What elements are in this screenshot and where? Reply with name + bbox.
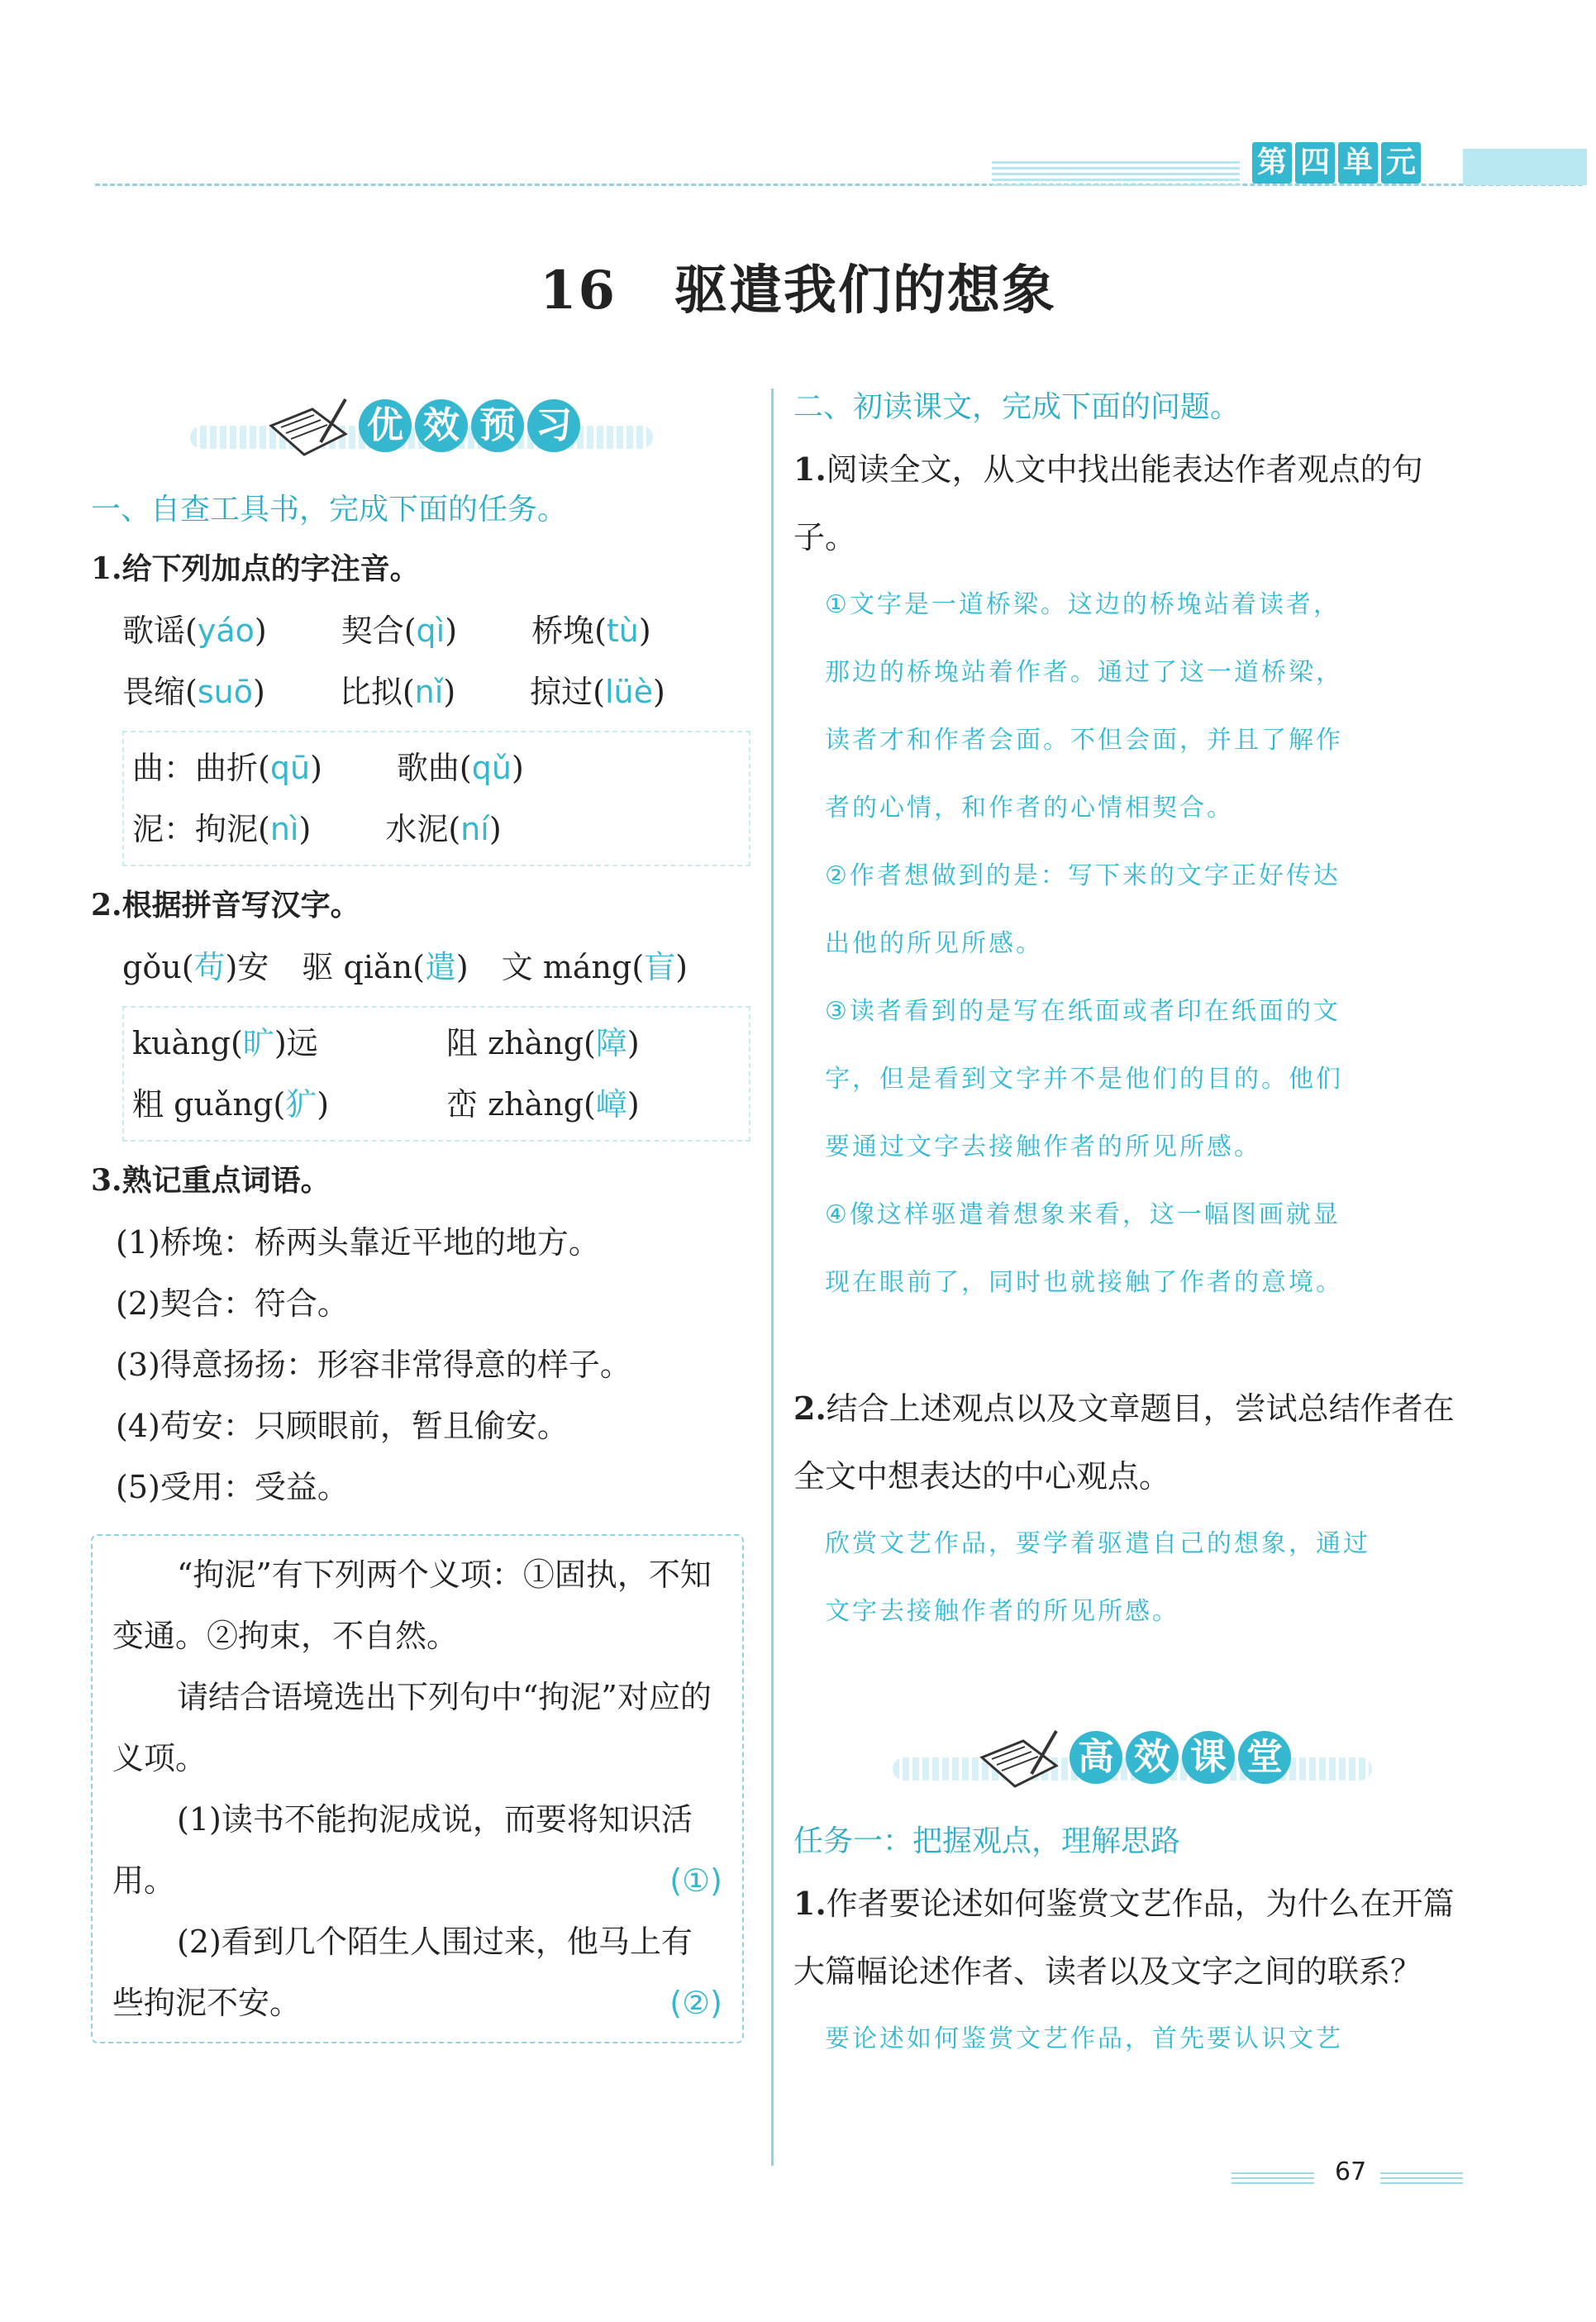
answer: 障 [595, 1025, 627, 1061]
answer-line: 文字去接触作者的所见所感。 [825, 1597, 1179, 1626]
answer-line: ③读者看到的是写在纸面或者印在纸面的文 [825, 997, 1341, 1026]
meaning-exercise-box [91, 1534, 744, 2043]
banner-char: 习 [527, 399, 580, 452]
word: 水泥 [385, 811, 449, 847]
exercise-sentence [112, 1789, 722, 1911]
answer: nǐ [414, 674, 444, 710]
answer-line: 要通过文字去接触作者的所见所感。 [825, 1132, 1261, 1161]
question-number: 1. [793, 451, 827, 488]
lesson-number: 16 [539, 260, 617, 322]
question-text: 结合上述观点以及文章题目，尝试总结作者在全文中想表达的中心观点。 [793, 1390, 1455, 1495]
answer: 犷 [285, 1086, 317, 1123]
notebook-pen-icon [974, 1724, 1065, 1790]
hanzi-box-row [132, 1013, 741, 1074]
task-question-1 [793, 1870, 1471, 2005]
question-number: 2. [91, 888, 122, 923]
polyphone-row [132, 737, 741, 799]
question-text: 根据拼音写汉字。 [121, 888, 360, 923]
banner-char: 课 [1182, 1731, 1235, 1784]
pinyin-row [91, 600, 752, 661]
answer-line: 那边的桥堍站着作者。通过了这一道桥梁， [825, 658, 1343, 687]
hanzi-box [122, 1006, 750, 1142]
answer: 旷 [242, 1025, 274, 1061]
answer-line: 字，但是看到文字并不是他们的目的。他们 [825, 1065, 1343, 1094]
question-text: 给下列加点的字注音。 [121, 551, 420, 586]
page-number-lines [1232, 2172, 1314, 2184]
exercise-sentence [112, 1911, 722, 2034]
reading-question-2 [793, 1375, 1471, 1510]
banner-char: 高 [1070, 1731, 1122, 1784]
page-number: 67 [1335, 2158, 1367, 2186]
lesson-title [0, 248, 1596, 324]
sentence-text: (1)读书不能拘泥成说，而要将知识活用。 [112, 1801, 693, 1899]
preview-banner [91, 380, 752, 471]
question-text: 熟记重点词语。 [121, 1163, 331, 1198]
word: 桥堍 [531, 613, 595, 649]
sentence-text: (2)看到几个陌生人围过来，他马上有些拘泥不安。 [112, 1924, 693, 2021]
exercise-instruction: 请结合语境选出下列句中“拘泥”对应的义项。 [112, 1679, 712, 1776]
banner-char: 堂 [1238, 1731, 1291, 1784]
definition: (2)契合：符合。 [116, 1285, 349, 1322]
pinyin: 阻 zhàng [446, 1025, 584, 1061]
unit-char: 第 [1252, 142, 1292, 184]
question-3 [91, 1150, 752, 1212]
banner-char: 效 [1126, 1731, 1179, 1784]
banner-char: 优 [359, 399, 412, 452]
pinyin-item: 比拟(nǐ) [339, 674, 456, 710]
polyphone-row [132, 799, 741, 860]
definition: (4)苟安：只顾眼前，暂且偷安。 [116, 1408, 569, 1444]
answer: yáo [197, 613, 255, 649]
hanzi-item: gǒu(苟)安 [122, 949, 269, 985]
answer: 遣 [424, 949, 456, 985]
definition: (3)得意扬扬：形容非常得意的样子。 [116, 1347, 631, 1383]
hanzi-item: 驱 qiǎn(遣) [302, 949, 469, 985]
unit-char: 单 [1338, 142, 1378, 184]
header-accent-bar [1463, 149, 1587, 185]
lesson-name: 驱遣我们的想象 [674, 260, 1057, 322]
unit-char: 四 [1295, 142, 1335, 184]
polyphone-item: 歌曲(qǔ) [396, 750, 524, 786]
pinyin: 峦 zhàng [446, 1086, 584, 1123]
reading-question-1 [793, 436, 1471, 571]
answer-line: 欣赏文艺作品，要学着驱遣自己的想象，通过 [825, 1529, 1370, 1558]
section-heading: 一、自查工具书，完成下面的任务。 [91, 493, 568, 527]
hanzi-row [91, 937, 752, 998]
answer-line: 者的心情，和作者的心情相契合。 [825, 794, 1234, 822]
word: 契合 [341, 613, 404, 649]
banner-title [359, 399, 580, 452]
answer: ní [460, 811, 489, 847]
question-2 [91, 875, 752, 937]
word: 畏缩 [122, 674, 186, 710]
pinyin: gǒu [122, 949, 182, 985]
definition: (1)桥堍：桥两头靠近平地的地方。 [116, 1224, 600, 1261]
section-heading: 二、初读课文，完成下面的问题。 [793, 390, 1241, 424]
pinyin-row [91, 661, 752, 722]
pinyin: 驱 qiǎn [302, 949, 413, 985]
answer: lüè [604, 674, 654, 710]
column-divider [771, 389, 774, 2166]
word: 歌谣 [122, 613, 186, 649]
polyphone-box [122, 731, 750, 866]
pinyin-item: 掠过(lüè) [530, 674, 665, 710]
header-dashed-rule [95, 184, 1583, 186]
answer-line: ①文字是一道桥梁。这边的桥堍站着读者， [825, 590, 1341, 619]
hanzi-item: 阻 zhàng(障) [446, 1025, 640, 1061]
question-1 [91, 538, 752, 600]
left-column [91, 380, 752, 2043]
answer: suō [197, 674, 253, 710]
answer: nì [269, 811, 299, 847]
word: 歌曲 [396, 750, 460, 786]
classroom-banner [793, 1712, 1471, 1803]
polyphone-item: 水泥(ní) [385, 811, 502, 847]
question-text: 阅读全文，从文中找出能表达作者观点的句子。 [793, 451, 1423, 555]
notebook-pen-icon [263, 393, 354, 459]
pinyin: 文 máng [501, 949, 632, 985]
question-text: 作者要论述如何鉴赏文艺作品，为什么在开篇大篇幅论述作者、读者以及文字之间的联系？ [793, 1886, 1455, 1990]
task-heading: 任务一：把握观点，理解思路 [793, 1824, 1181, 1858]
banner-char: 效 [415, 399, 468, 452]
answer: qì [416, 613, 445, 649]
answer-line: ④像这样驱遣着想象来看，这一幅图画就显 [825, 1200, 1341, 1229]
answer-line: 出他的所见所感。 [825, 929, 1043, 958]
sentence-answer: (②) [669, 1985, 722, 2021]
answer: 嶂 [595, 1086, 627, 1123]
word: 比拟 [339, 674, 403, 710]
polyphone-item: 泥：拘泥(nì) [132, 811, 312, 847]
hanzi-item: 峦 zhàng(嶂) [446, 1086, 640, 1123]
header-stripes [992, 161, 1240, 186]
word: 掠过 [530, 674, 593, 710]
sentence-answer: (①) [669, 1862, 722, 1899]
right-column [793, 380, 1471, 2073]
unit-char: 元 [1381, 142, 1421, 184]
answer: tù [606, 613, 639, 649]
exercise-intro: “拘泥”有下列两个义项：①固执，不知变通。②拘束，不自然。 [112, 1557, 712, 1654]
pinyin-item: 歌谣(yáo) [122, 613, 267, 649]
answer: qū [269, 750, 311, 786]
banner-title [1070, 1731, 1291, 1784]
polyphone-item: 曲：曲折(qū) [132, 750, 322, 786]
answer: qǔ [471, 750, 512, 786]
question-number: 1. [91, 551, 122, 586]
word-tail: 安 [237, 949, 269, 985]
answer-line: 现在眼前了，同时也就接触了作者的意境。 [825, 1268, 1343, 1297]
hanzi-item: kuàng(旷)远 [132, 1025, 318, 1061]
question-number: 1. [793, 1885, 827, 1922]
page-number-lines [1380, 2172, 1463, 2184]
question-number: 2. [793, 1390, 827, 1427]
answer-line: 读者才和作者会面。不但会面，并且了解作 [825, 726, 1343, 755]
hanzi-box-row [132, 1074, 741, 1135]
word: 泥：拘泥 [132, 811, 259, 847]
definition: (5)受用：受益。 [116, 1469, 349, 1505]
answer-line: 要论述如何鉴赏文艺作品，首先要认识文艺 [825, 2024, 1343, 2053]
hanzi-item: 文 máng(盲) [501, 949, 688, 985]
pinyin: kuàng [132, 1025, 231, 1061]
banner-char: 预 [471, 399, 524, 452]
word-tail: 远 [286, 1025, 318, 1061]
answer: 苟 [193, 949, 226, 985]
pinyin-item: 畏缩(suō) [122, 674, 265, 710]
answer-line: ②作者想做到的是：写下来的文字正好传达 [825, 861, 1341, 890]
answer: 盲 [644, 949, 676, 985]
pinyin-item: 桥堍(tù) [531, 613, 651, 649]
hanzi-item: 粗 guǎng(犷) [132, 1086, 330, 1123]
word: 曲：曲折 [132, 750, 259, 786]
question-number: 3. [91, 1163, 122, 1198]
unit-tag [1252, 142, 1421, 184]
pinyin: 粗 guǎng [132, 1086, 274, 1123]
pinyin-item: 契合(qì) [341, 613, 458, 649]
